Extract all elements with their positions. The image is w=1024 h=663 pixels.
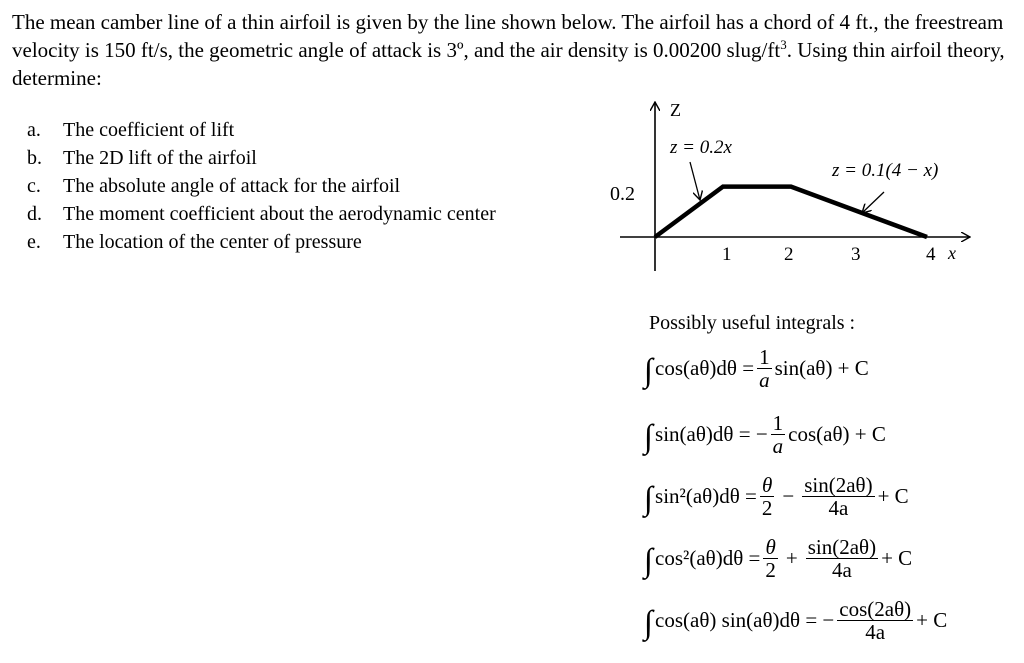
formula-lhs: sin(aθ)dθ = − bbox=[655, 422, 768, 446]
camber-line bbox=[655, 187, 927, 237]
density-unit-exponent: 3 bbox=[780, 37, 787, 52]
task-text: The location of the center of pressure bbox=[63, 231, 362, 253]
task-marker: b. bbox=[27, 147, 42, 169]
formula-rhs: + C bbox=[877, 484, 909, 508]
x-tick-label: 2 bbox=[784, 244, 794, 265]
integral-formula bbox=[644, 412, 886, 457]
fraction-numerator: 1 bbox=[772, 411, 784, 435]
task-text: The coefficient of lift bbox=[63, 119, 235, 141]
fraction-denominator: 4a bbox=[828, 496, 849, 520]
task-list bbox=[27, 116, 496, 256]
left-pointer-arrow bbox=[690, 162, 700, 200]
fraction-numerator: sin(2aθ) bbox=[804, 473, 873, 497]
fraction bbox=[771, 412, 786, 457]
fraction-denominator: 2 bbox=[765, 558, 776, 582]
x-tick-label: 1 bbox=[722, 244, 732, 265]
integral-sign: ∫ bbox=[644, 542, 654, 579]
right-equation-label: z = 0.1(4 − x) bbox=[832, 160, 939, 181]
fraction-numerator: θ bbox=[761, 473, 773, 497]
formula-operator: + bbox=[785, 546, 798, 570]
fraction-denominator: 4a bbox=[865, 620, 886, 644]
x-axis-label: x bbox=[948, 243, 956, 263]
task-item bbox=[27, 172, 496, 200]
fraction-numerator: sin(2aθ) bbox=[807, 535, 877, 559]
fraction-denominator: a bbox=[772, 434, 784, 458]
task-item bbox=[27, 144, 496, 172]
task-marker: d. bbox=[27, 203, 42, 225]
integral-formula bbox=[644, 598, 947, 643]
formula-rhs: sin(aθ) + C bbox=[774, 356, 869, 380]
height-label: 0.2 bbox=[610, 183, 635, 205]
integral-formula bbox=[644, 474, 909, 519]
fraction-denominator: 2 bbox=[761, 496, 773, 520]
right-pointer-arrow bbox=[862, 192, 884, 213]
fraction bbox=[757, 346, 772, 391]
x-tick-label: 3 bbox=[851, 244, 861, 265]
formula-lhs: sin²(aθ)dθ = bbox=[655, 484, 757, 508]
camber-line-diagram bbox=[600, 96, 980, 286]
formula-lhs: cos(aθ) sin(aθ)dθ = − bbox=[655, 608, 835, 632]
left-equation-label: z = 0.2x bbox=[670, 137, 732, 158]
integral-sign: ∫ bbox=[644, 418, 654, 455]
problem-statement bbox=[12, 8, 1012, 92]
x-tick-label: 4 bbox=[926, 244, 936, 265]
fraction bbox=[802, 474, 874, 519]
fraction-numerator: 1 bbox=[759, 345, 770, 369]
formula-rhs: + C bbox=[881, 546, 913, 570]
integrals-intro: Possibly useful integrals : bbox=[649, 312, 856, 334]
z-axis-label: Z bbox=[670, 100, 681, 120]
task-item bbox=[27, 228, 496, 256]
integral-sign: ∫ bbox=[644, 480, 654, 517]
task-text: The moment coefficient about the aerodynamic center bbox=[63, 203, 496, 225]
formula-lhs: cos²(aθ)dθ = bbox=[655, 546, 761, 570]
fraction-numerator: θ bbox=[765, 535, 776, 559]
formula-lhs: cos(aθ)dθ = bbox=[655, 356, 755, 380]
formula-rhs: cos(aθ) + C bbox=[788, 422, 886, 446]
task-text: The 2D lift of the airfoil bbox=[63, 147, 257, 169]
integral-sign: ∫ bbox=[644, 352, 654, 389]
task-item bbox=[27, 200, 496, 228]
fraction-denominator: a bbox=[759, 368, 770, 392]
task-item bbox=[27, 116, 496, 144]
problem-ending: . Using thin airfoil theory, determine: bbox=[12, 38, 1005, 90]
fraction bbox=[806, 536, 878, 581]
fraction bbox=[763, 536, 778, 581]
task-marker: c. bbox=[27, 175, 41, 197]
integral-sign: ∫ bbox=[644, 604, 654, 641]
fraction-numerator: cos(2aθ) bbox=[839, 597, 912, 621]
fraction-denominator: 4a bbox=[831, 558, 852, 582]
formula-rhs: + C bbox=[916, 608, 948, 632]
task-marker: a. bbox=[27, 119, 41, 141]
formula-operator: − bbox=[782, 484, 795, 508]
fraction bbox=[837, 598, 913, 643]
problem-text: The mean camber line of a thin airfoil is given by the line shown below. The airfoil has a chord of 4 ft., the freestream velocity is 150 ft/s, the geometric angle of attack is 3º, and the air density is 0.00200 slug/ft bbox=[12, 10, 1004, 62]
integral-formula bbox=[644, 346, 869, 391]
fraction bbox=[760, 474, 775, 519]
task-marker: e. bbox=[27, 231, 41, 253]
task-text: The absolute angle of attack for the airfoil bbox=[63, 175, 401, 197]
integral-formula bbox=[644, 536, 912, 581]
